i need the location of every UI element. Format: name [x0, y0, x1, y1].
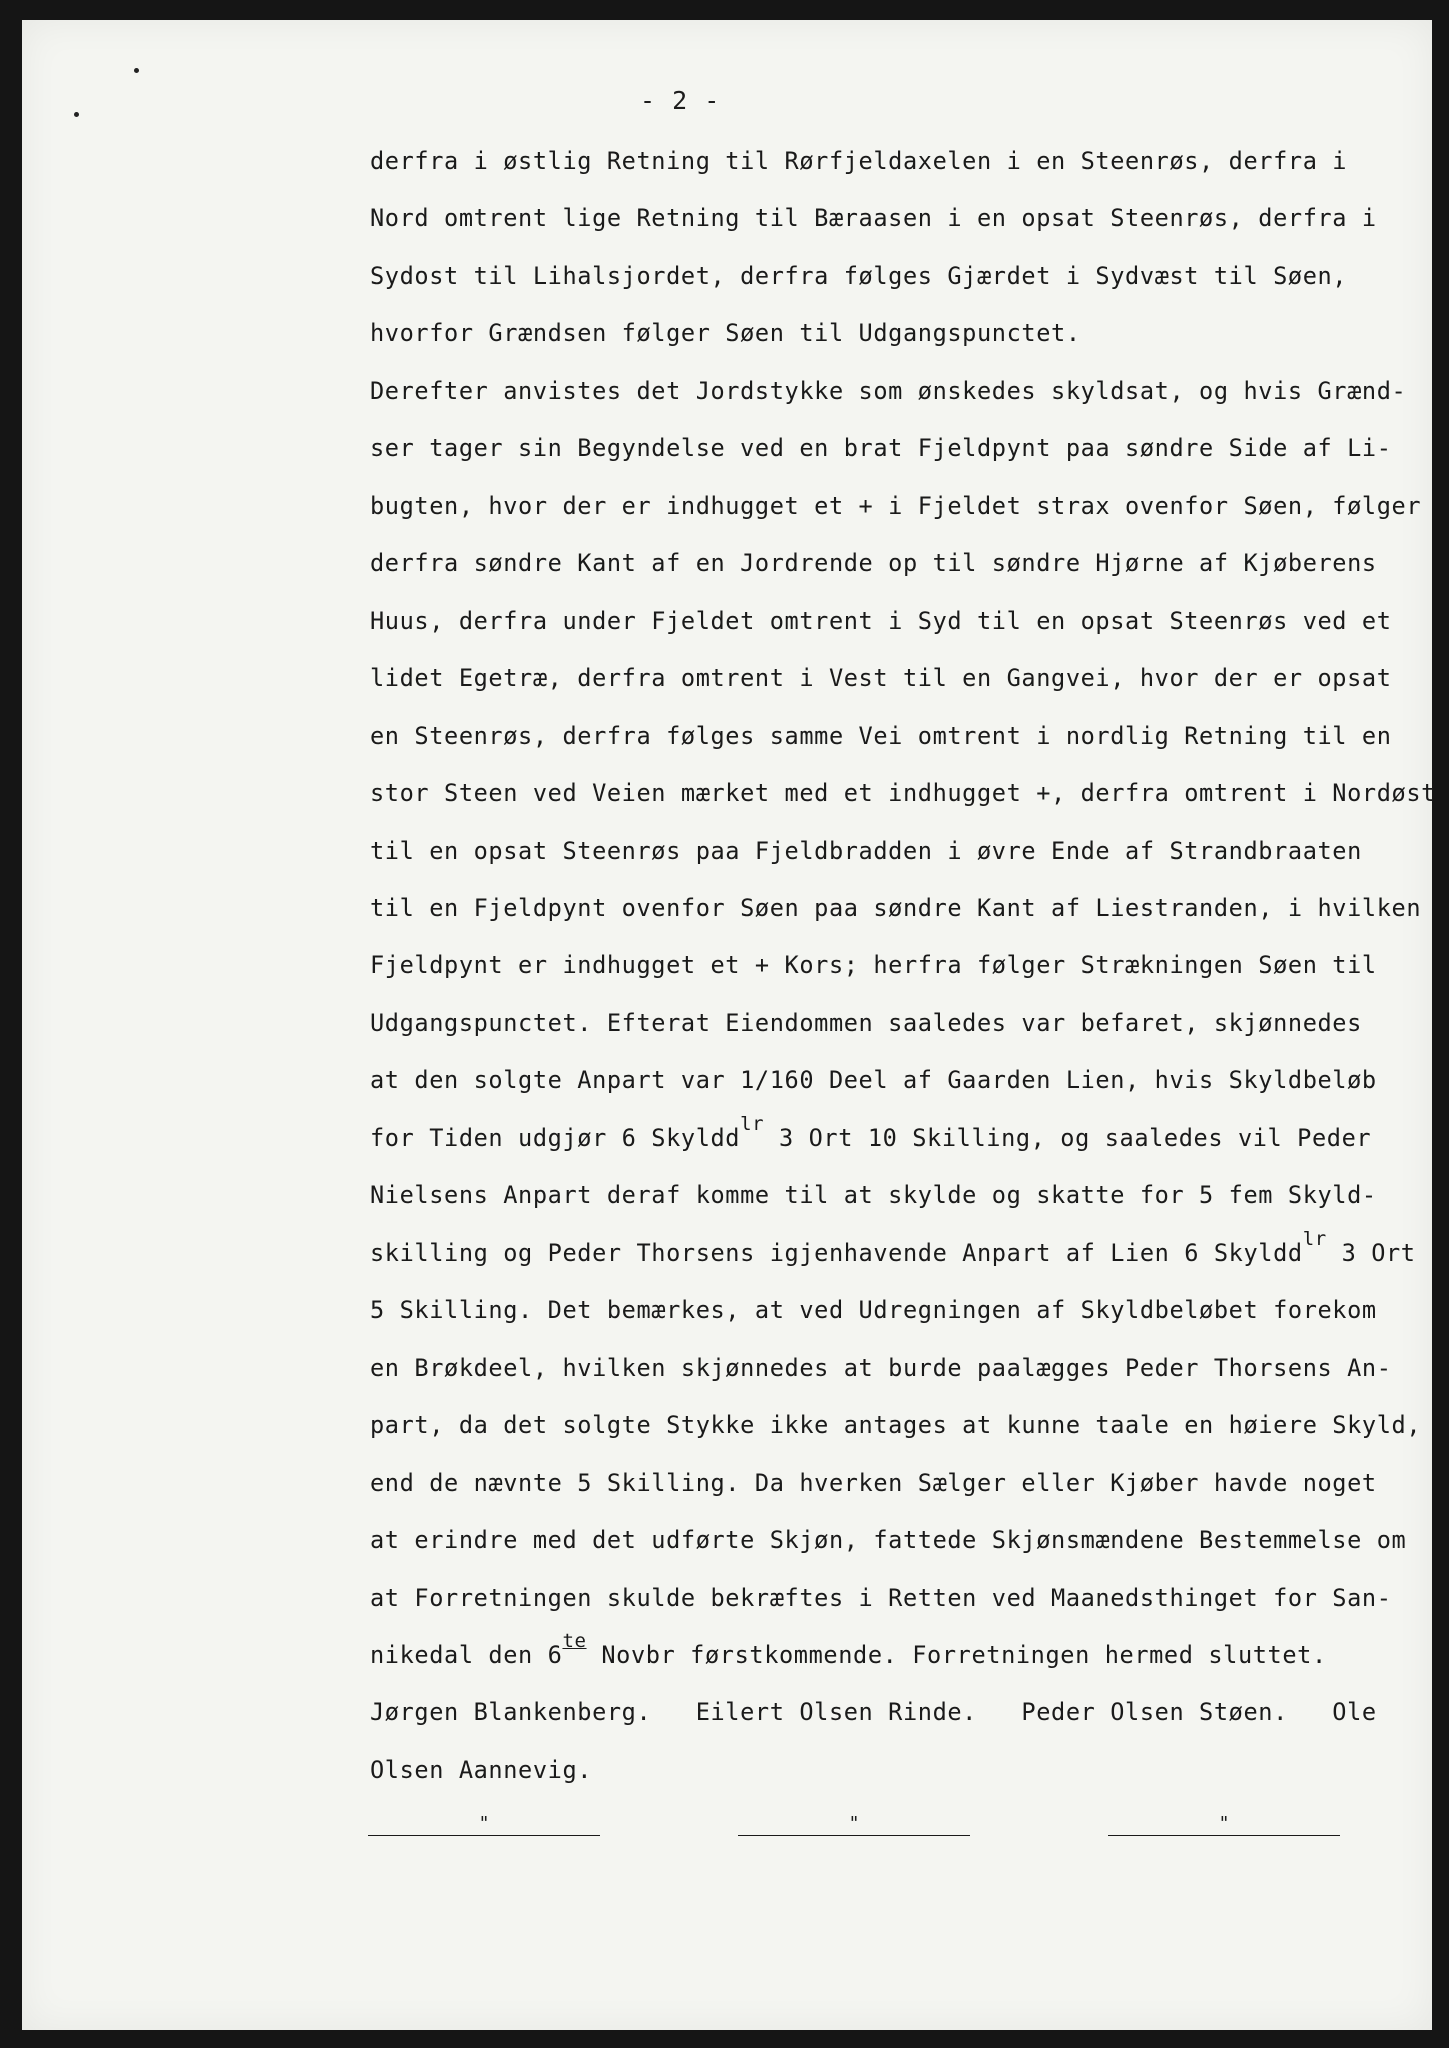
text-line: Huus, derfra under Fjeldet omtrent i Syd til en opsat Steenrøs ved et	[370, 607, 1392, 635]
text-line: bugten, hvor der er indhugget et + i Fjeldet strax ovenfor Søen, følger	[370, 492, 1422, 520]
signatures-line: Jørgen Blankenberg. Eilert Olsen Rinde. Peder Olsen Støen. Ole	[370, 1698, 1377, 1726]
text-line: Nielsens Anpart deraf komme til at skylde og skatte for 5 fem Skyld-	[370, 1181, 1377, 1209]
text-line: til en opsat Steenrøs paa Fjeldbradden i øvre Ende af Strandbraaten	[370, 837, 1362, 865]
text-segment: 3 Ort	[1326, 1239, 1416, 1267]
corner-mark	[74, 112, 79, 117]
signature-rule	[738, 1809, 970, 1836]
text-line: en Brøkdeel, hvilken skjønnedes at burde paalægges Peder Thorsens An-	[370, 1354, 1392, 1382]
text-line: at erindre med det udførte Skjøn, fattede Skjønsmændene Bestemmelse om	[370, 1526, 1407, 1554]
text-line: 5 Skilling. Det bemærkes, at ved Udregningen af Skyldbeløbet forekom	[370, 1296, 1377, 1324]
text-line: at Forretningen skulde bekræftes i Retten ved Maanedsthinget for San-	[370, 1584, 1392, 1612]
text-segment: 3 Ort 10 Skilling, og saaledes vil Peder	[764, 1124, 1372, 1152]
signature-rule	[1108, 1809, 1340, 1836]
text-line: derfra i østlig Retning til Rørfjeldaxelen i en Steenrøs, derfra i	[370, 147, 1348, 175]
text-line: til en Fjeldpynt ovenfor Søen paa søndre Kant af Liestranden, i hvilken	[370, 894, 1422, 922]
text-line: Fjeldpynt er indhugget et + Kors; herfra følger Strækningen Søen til	[370, 951, 1377, 979]
superscript: te	[562, 1630, 587, 1652]
text-line: Sydost til Lihalsjordet, derfra følges Gjærdet i Sydvæst til Søen,	[370, 262, 1348, 290]
ditto-mark: "	[478, 1813, 490, 1834]
signature-rule	[368, 1809, 600, 1836]
page-number: - 2 -	[640, 86, 721, 115]
text-line: en Steenrøs, derfra følges samme Vei omtrent i nordlig Retning til en	[370, 722, 1392, 750]
text-line: lidet Egetræ, derfra omtrent i Vest til en Gangvei, hvor der er opsat	[370, 664, 1392, 692]
superscript: lr	[740, 1113, 765, 1135]
text-line: Udgangspunctet. Efterat Eiendommen saaledes var befaret, skjønnedes	[370, 1009, 1362, 1037]
text-line: part, da det solgte Stykke ikke antages at kunne taale en høiere Skyld,	[370, 1411, 1422, 1439]
text-segment: for Tiden udgjør 6 Skyldd	[370, 1124, 741, 1152]
text-segment: nikedal den 6	[370, 1641, 563, 1669]
text-line	[370, 1228, 1416, 1267]
text-line: stor Steen ved Veien mærket med et indhugget +, derfra omtrent i Nordøst	[370, 779, 1436, 807]
text-line	[370, 1630, 1327, 1669]
ditto-mark: "	[1218, 1813, 1230, 1834]
ditto-mark: "	[848, 1813, 860, 1834]
text-line: derfra søndre Kant af en Jordrende op til søndre Hjørne af Kjøberens	[370, 549, 1377, 577]
corner-mark	[134, 68, 139, 73]
text-line: Nord omtrent lige Retning til Bæraasen i en opsat Steenrøs, derfra i	[370, 204, 1377, 232]
text-line	[370, 1113, 1372, 1152]
text-line: ser tager sin Begyndelse ved en brat Fjeldpynt paa søndre Side af Li-	[370, 434, 1392, 462]
superscript: lr	[1302, 1228, 1327, 1250]
text-segment: Novbr førstkommende. Forretningen hermed sluttet.	[586, 1641, 1327, 1669]
signatures-line: Olsen Aannevig.	[370, 1756, 593, 1784]
text-segment: skilling og Peder Thorsens igjenhavende Anpart af Lien 6 Skyldd	[370, 1239, 1303, 1267]
text-line: at den solgte Anpart var 1/160 Deel af Gaarden Lien, hvis Skyldbeløb	[370, 1066, 1377, 1094]
text-line: end de nævnte 5 Skilling. Da hverken Sælger eller Kjøber havde noget	[370, 1469, 1377, 1497]
text-line: hvorfor Grændsen følger Søen til Udgangspunctet.	[370, 319, 1081, 347]
text-line: Derefter anvistes det Jordstykke som ønskedes skyldsat, og hvis Grænd-	[370, 377, 1407, 405]
